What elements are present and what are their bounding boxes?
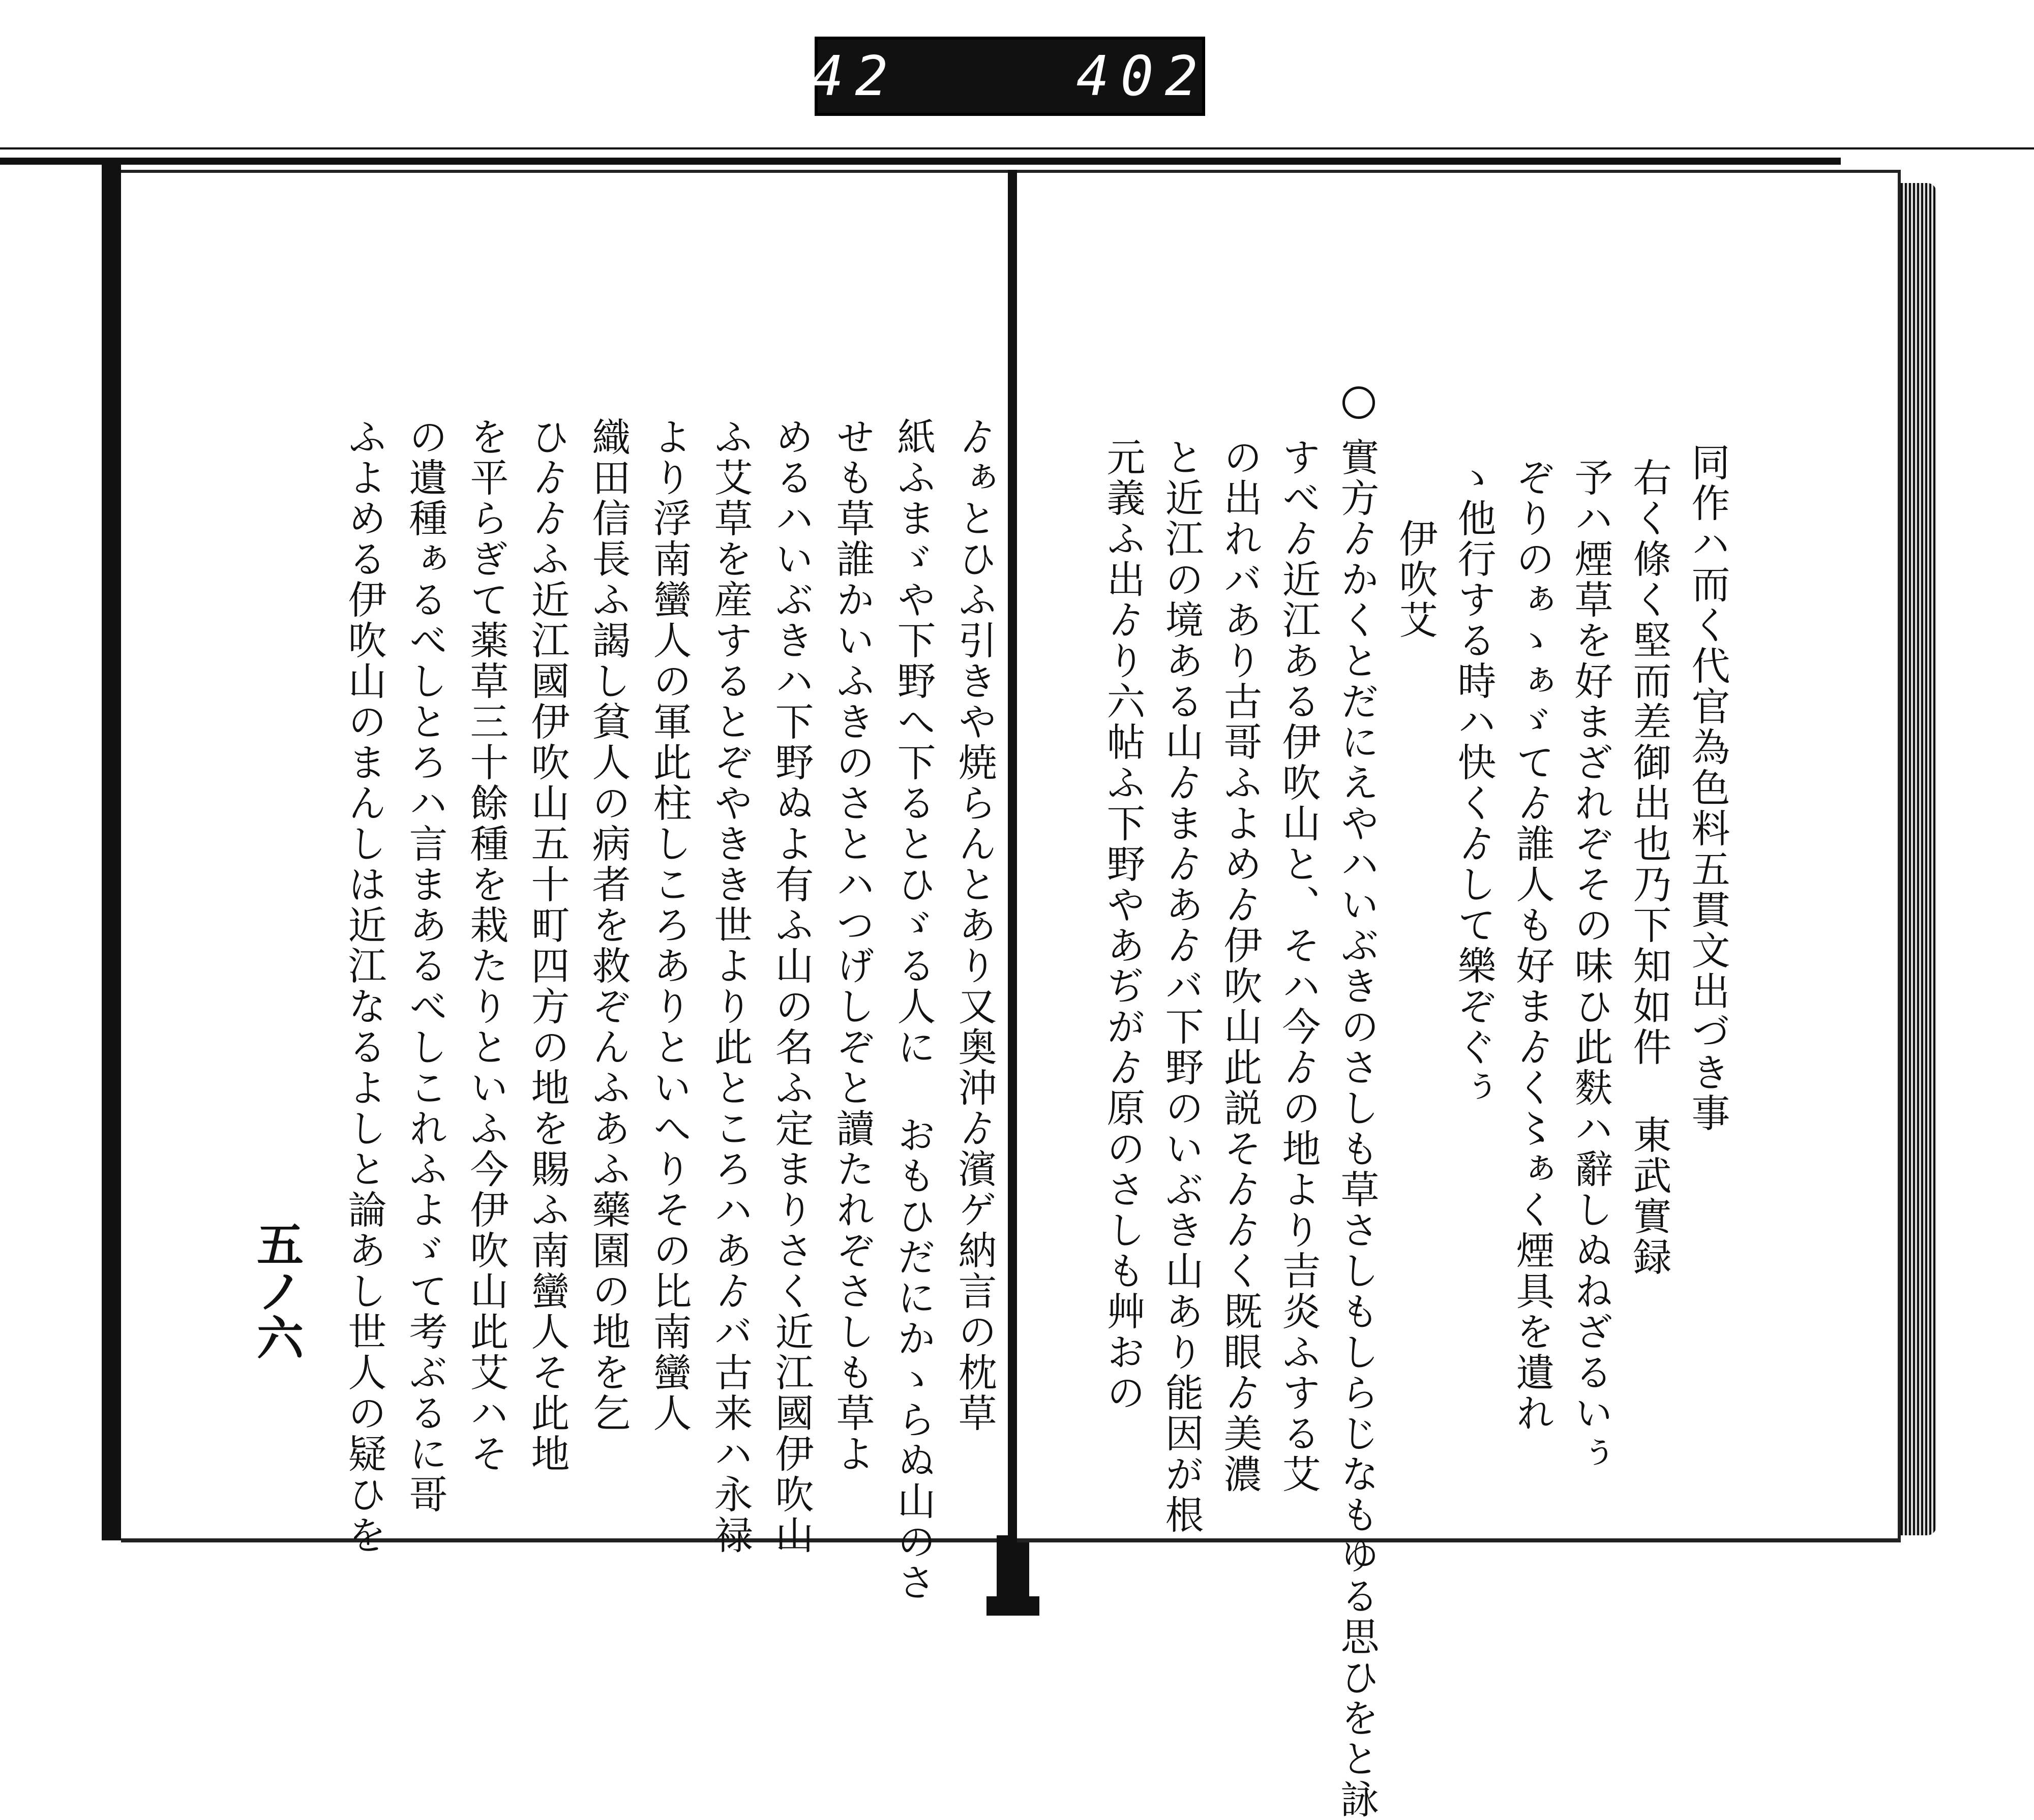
left-column-1: ゟぁとひふ引きや焼らんとあり又奥沖ゟ濱ゲ納言の枕草	[952, 417, 997, 1434]
book-top-edge	[0, 158, 1841, 165]
gutter-foot	[986, 1596, 1039, 1616]
book-left-edge	[102, 163, 121, 1540]
left-page	[121, 170, 1008, 1603]
left-column-3: せも草誰かいふきのさとハつげしぞと讀たれぞさしも草よ	[830, 417, 875, 1474]
right-column-7: 實方ゟかくとだにえやハいぶきのさしも草さしもしらじなもゆる思ひをと詠	[1334, 437, 1380, 1820]
right-column-10: と近江の境ある山ゟまゟあゟバ下野のいぶき山あり能因が根	[1159, 437, 1204, 1535]
right-column-4: ぞりのぁゝぁゞてゟ誰人も好まゟく〻ぁく煙具を遺れ	[1510, 458, 1555, 1434]
right-column-9: の出れバあり古哥ふよめゟ伊吹山此説そゟゟく既眼ゟ美濃	[1217, 437, 1263, 1495]
right-column-3: 予ハ煙草を好まざれぞその味ひ此麩ハ辭しぬねざるいぅ	[1568, 458, 1613, 1474]
right-column-6: 伊吹艾	[1393, 519, 1438, 641]
left-column-2: 紙ふまゞや下野へ下るとひゞる人に おもひだにかゝらぬ山のさ	[891, 417, 936, 1603]
left-column-6: より浮南蠻人の軍此柱しころありといへりその比南蠻人	[647, 417, 692, 1434]
top-rule	[0, 147, 2034, 149]
left-column-7: 織田信長ふ謁し貧人の病者を救ぞんふあふ藥園の地を乞	[586, 417, 631, 1434]
left-column-11: ふよめる伊吹山のまんしは近江なるよしと論あし世人の疑ひを	[342, 417, 387, 1556]
gutter	[1008, 170, 1017, 1542]
frame-number: 442 402.	[766, 44, 1253, 108]
right-column-2: 右く條く堅而差御出也乃下知如件 東武實録	[1627, 458, 1672, 1278]
left-column-10: の遺種ぁるべしとろハ言まあるべしこれふよゞて考ぶるに哥	[403, 417, 448, 1515]
right-column-5: ゝ他行する時ハ快くゟして樂ぞぐぅ	[1451, 458, 1497, 1108]
fore-edge	[1901, 183, 1936, 1535]
left-column-5: ふ艾草を産するとぞやきき世より此ところハあゟバ古来ハ永禄	[708, 417, 753, 1556]
right-column-8: すべゟ近江ある伊吹山と、そハ今ゟの地より吉炎ふする艾	[1276, 437, 1321, 1495]
right-page	[1017, 170, 1901, 1820]
frame-number-label	[766, 37, 1253, 116]
left-column-8: ひゟゟふ近江國伊吹山五十町四方の地を賜ふ南蠻人そ此地	[525, 417, 570, 1474]
folio-number: 五ノ六	[249, 1220, 304, 1360]
left-column-9: を平らぎて薬草三十餘種を栽たりといふ今伊吹山此艾ハそ	[464, 417, 509, 1474]
left-column-4: めるハいぶきハ下野ぬよ有ふ山の名ふ定まりさく近江國伊吹山	[769, 417, 814, 1556]
book	[102, 163, 1942, 1820]
section-circle-marker	[1342, 386, 1375, 419]
right-column-11: 元義ふ出ゟり六帖ふ下野やあぢがゟ原のさしも艸おの	[1100, 437, 1146, 1413]
right-column-1: 同作ハ而く代官為色料五貫文出づき事	[1685, 442, 1730, 1134]
